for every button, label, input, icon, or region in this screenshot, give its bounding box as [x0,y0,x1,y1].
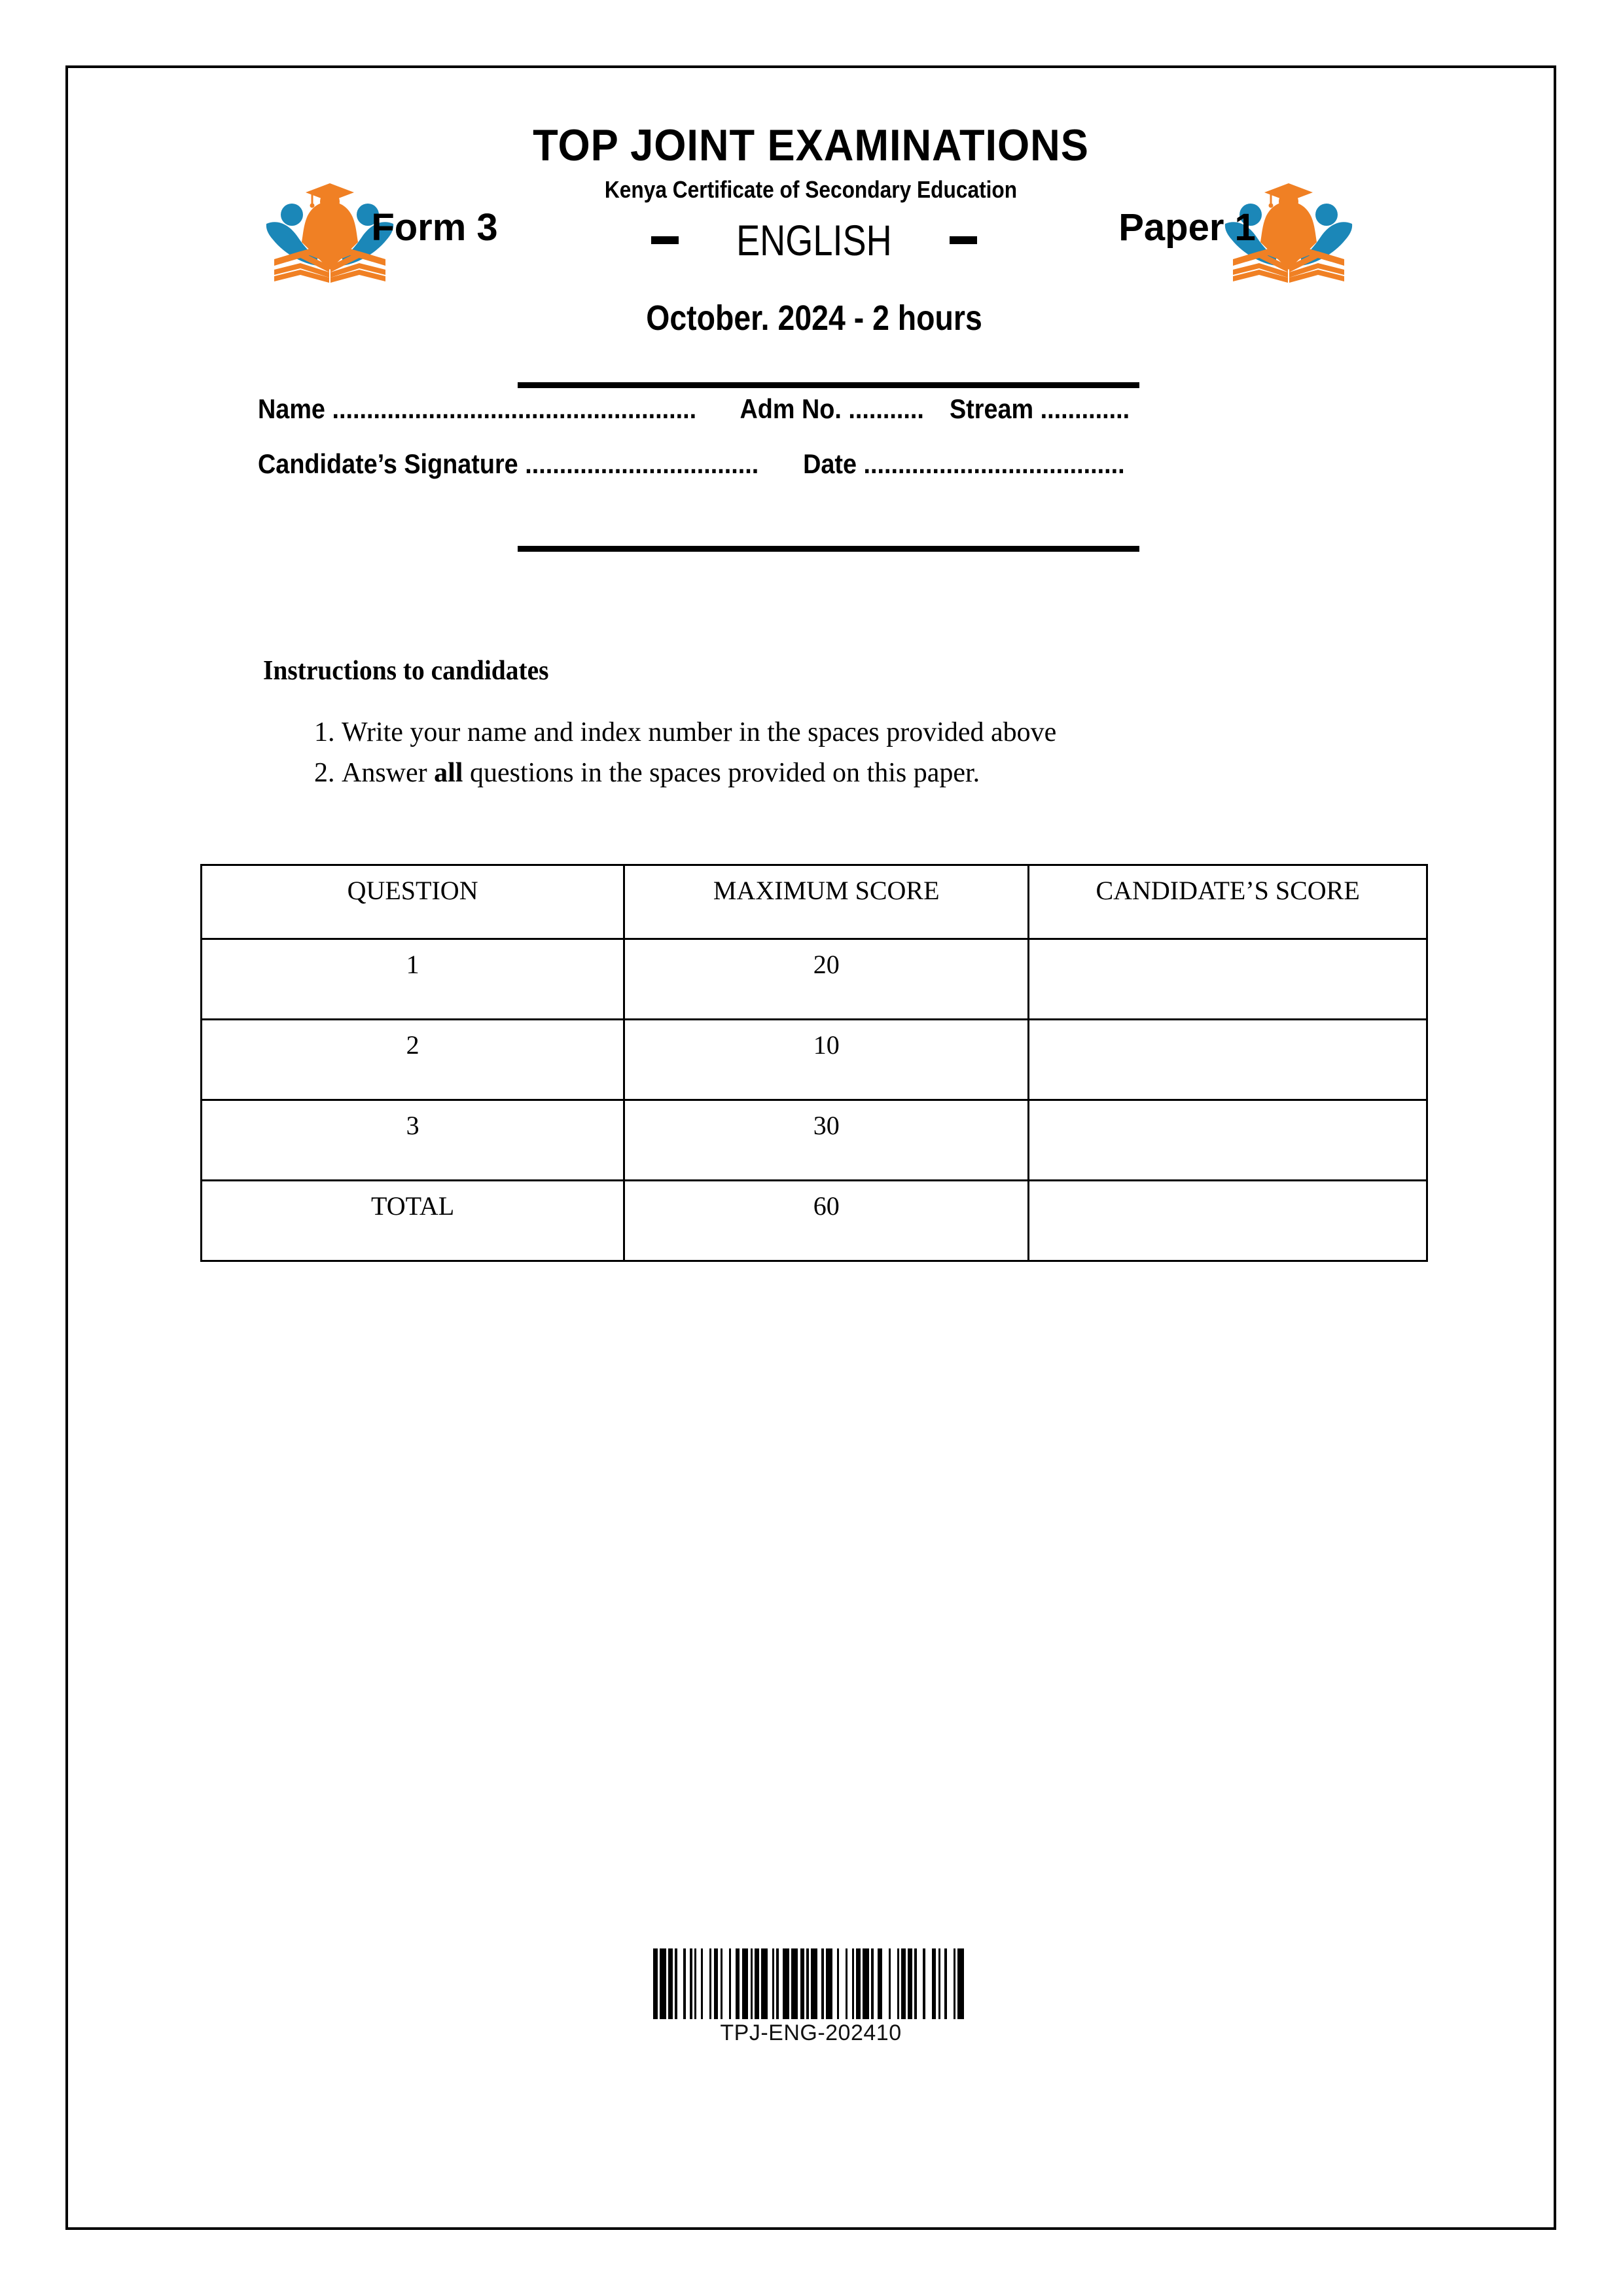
exam-date-duration: October. 2024 - 2 hours [646,298,982,338]
subject-name: ENGLISH [736,216,892,264]
table-row-total [202,1181,1427,1261]
list-item [342,713,1454,753]
candidate-signature-row [258,450,1125,478]
page-title: TOP JOINT EXAMINATIONS [533,120,1089,170]
cell-question: 2 [202,1020,624,1100]
table-row [202,939,1427,1020]
subject-row [526,216,1102,264]
cell-maximum-score: 20 [624,939,1029,1020]
candidate-name-row [258,395,1130,423]
date-field-dots[interactable]: ...................................... [863,448,1125,479]
adm-no-label: Adm No. [740,393,842,424]
exam-subtitle: Kenya Certificate of Secondary Education [604,176,1018,203]
page-frame [65,65,1556,2230]
signature-field-dots[interactable]: .................................. [525,448,759,479]
adm-no-field-dots[interactable]: ........... [848,393,924,424]
column-header-question: QUESTION [202,865,624,939]
cell-candidate-score[interactable] [1029,1100,1427,1181]
score-table [200,864,1428,1262]
name-label: Name [258,393,325,424]
name-field-dots[interactable]: ..................................................... [332,393,697,424]
instruction-text-before: Answer [342,757,435,788]
stream-label: Stream [949,393,1034,424]
table-row [202,1020,1427,1100]
list-item [342,753,1454,794]
signature-label: Candidate’s Signature [258,448,518,479]
instructions-list [304,713,1454,793]
table-row [202,1100,1427,1181]
instruction-text: Write your name and index number in the spaces provided above [342,717,1057,747]
instructions-heading: Instructions to candidates [263,656,549,686]
cell-question-total: TOTAL [202,1181,624,1261]
column-header-maximum-score: MAXIMUM SCORE [624,865,1029,939]
cell-question: 1 [202,939,624,1020]
column-header-candidate-score: CANDIDATE’S SCORE [1029,865,1427,939]
header-rule-bottom [518,546,1139,552]
cell-maximum-score: 60 [624,1181,1029,1261]
stream-field-dots[interactable]: ............. [1040,393,1130,424]
barcode-block [68,1940,1554,2044]
cell-candidate-score[interactable] [1029,939,1427,1020]
cell-question: 3 [202,1100,624,1181]
dash-left-icon [651,236,679,244]
cell-maximum-score: 30 [624,1100,1029,1181]
cell-candidate-score[interactable] [1029,1020,1427,1100]
form-label: Form 3 [371,206,498,249]
barcode-label: TPJ-ENG-202410 [720,2020,902,2045]
instruction-text-after: questions in the spaces provided on this paper. [463,757,980,788]
instruction-text-bold: all [434,757,463,788]
barcode-image [653,1948,968,2019]
header-rule-top [518,382,1139,388]
cell-candidate-score[interactable] [1029,1181,1427,1261]
dash-right-icon [950,236,977,244]
date-label: Date [803,448,857,479]
paper-label: Paper 1 [1118,206,1256,249]
cell-maximum-score: 10 [624,1020,1029,1100]
table-header-row [202,865,1427,939]
